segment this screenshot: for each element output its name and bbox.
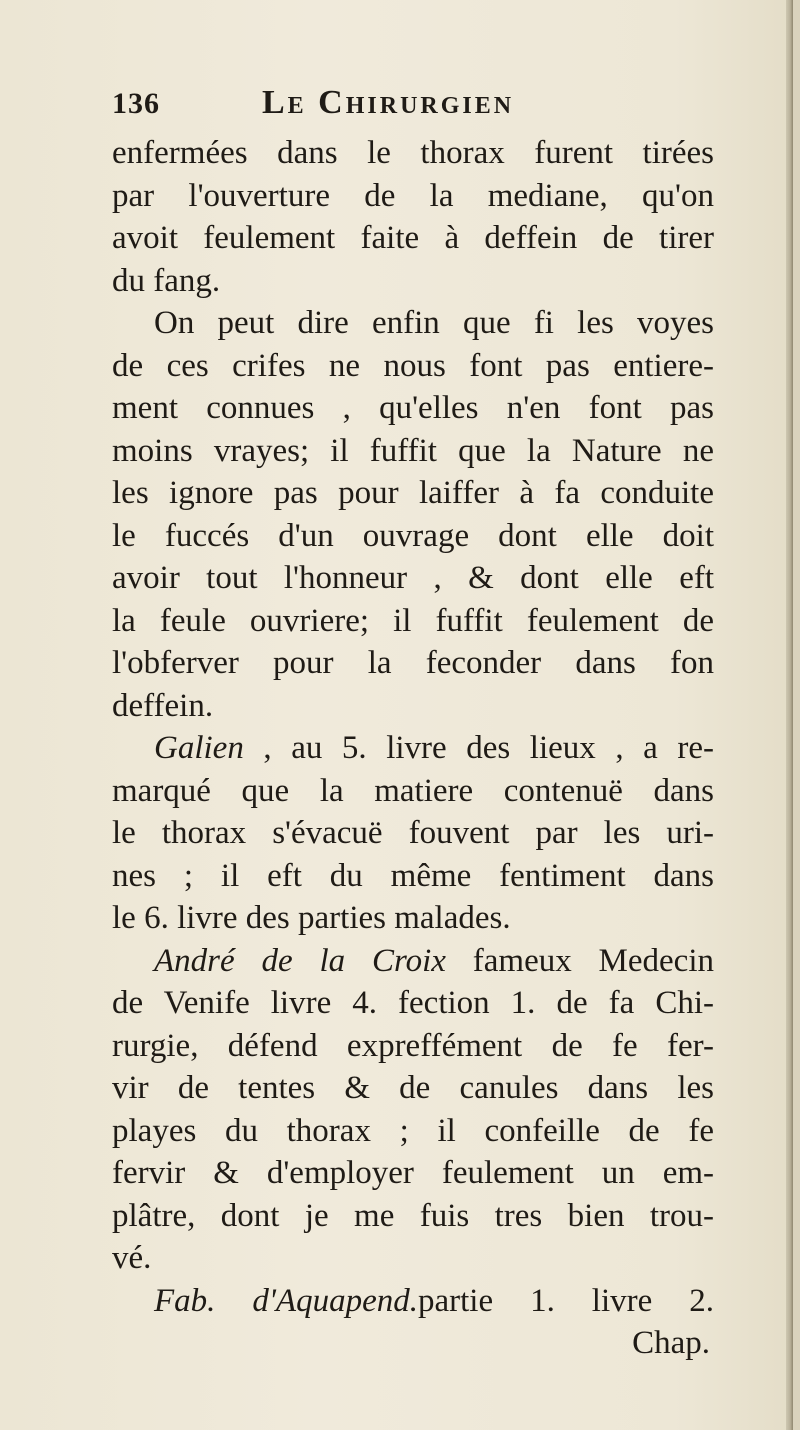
page-number: 136	[112, 87, 160, 120]
page-edge	[786, 0, 793, 1430]
text-line: avoir tout l'honneur , & dont elle eft	[112, 560, 714, 596]
text-line: rurgie, défend expreffément de fe fer-	[112, 1027, 714, 1064]
running-head	[112, 84, 714, 132]
text-line: avoit feulement faite à deffein de tirer	[112, 220, 714, 256]
text-line: la feule ouvriere; il fuffit feulement de	[112, 602, 714, 639]
catchword: Chap.	[632, 1325, 710, 1361]
author-name: Fab. d'Aquapend.	[154, 1282, 418, 1319]
text-line: plâtre, dont je me fuis tres bien trou-	[112, 1197, 714, 1234]
text-line: ment connues , qu'elles n'en font pas	[112, 390, 714, 426]
running-title: Le Chirurgien	[262, 84, 515, 121]
text-line: deffein.	[112, 687, 214, 724]
text-line: moins vrayes; il fuffit que la Nature ne	[112, 432, 714, 469]
author-name: André de la Croix	[154, 942, 446, 979]
text-line: du fang.	[112, 262, 221, 299]
text-block	[112, 84, 714, 1365]
text-line: nes ; il eft du même fentiment dans	[112, 857, 714, 894]
text-line: vir de tentes & de canules dans les	[112, 1070, 714, 1106]
text-line: André de la Croix fameux Medecin	[154, 942, 715, 979]
text-line: marqué que la matiere contenuë dans	[112, 772, 714, 809]
text-line: le 6. livre des parties malades.	[112, 900, 511, 936]
text-line: l'obferver pour la feconder dans fon	[112, 645, 714, 681]
text-line: par l'ouverture de la mediane, qu'on	[112, 177, 714, 214]
author-name: Galien	[154, 730, 244, 766]
text-line: les ignore pas pour laiffer à fa conduite	[112, 475, 714, 511]
text-line: Fab. d'Aquapend.partie 1. livre 2.	[154, 1282, 714, 1319]
text-line: le thorax s'évacuë fouvent par les uri-	[112, 815, 714, 851]
text-line: de Venife livre 4. fection 1. de fa Chi-	[112, 985, 714, 1021]
text-line: fervir & d'employer feulement un em-	[112, 1155, 714, 1191]
text-line: Galien , au 5. livre des lieux , a re-	[154, 730, 714, 766]
text-line: enfermées dans le thorax furent tirées	[112, 135, 714, 171]
text-line: le fuccés d'un ouvrage dont elle doit	[112, 517, 714, 554]
text-line: On peut dire enfin que fi les voyes	[154, 305, 714, 341]
text-line: vé.	[112, 1240, 152, 1276]
text-line: de ces crifes ne nous font pas entiere-	[112, 347, 714, 384]
text-line: playes du thorax ; il confeille de fe	[112, 1112, 714, 1149]
